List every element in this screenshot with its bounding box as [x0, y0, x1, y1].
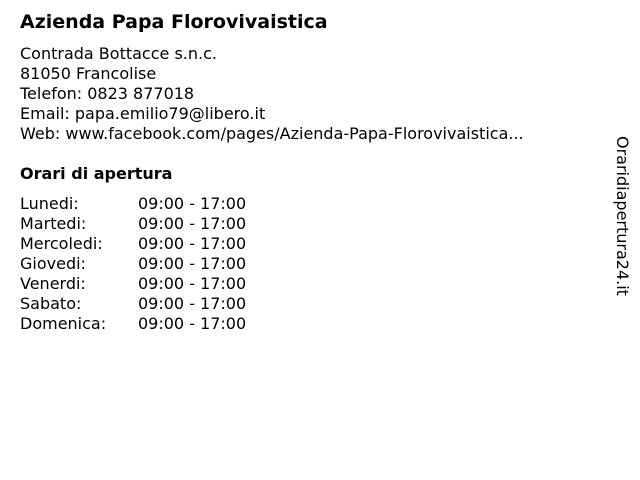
business-name: Azienda Papa Florovivaistica: [20, 11, 328, 33]
time-range: 09:00 - 17:00: [138, 194, 247, 213]
contact-info: [20, 44, 524, 144]
day-label: Lunedi:: [20, 194, 79, 213]
day-label: Giovedi:: [20, 254, 86, 273]
time-range: 09:00 - 17:00: [138, 274, 247, 293]
opening-hours-heading: Orari di apertura: [20, 164, 173, 183]
time-range: 09:00 - 17:00: [138, 234, 247, 253]
day-label: Venerdi:: [20, 274, 86, 293]
time-range: 09:00 - 17:00: [138, 314, 247, 333]
watermark-text: Oraridiapertura24.it: [613, 136, 632, 296]
time-range: 09:00 - 17:00: [138, 254, 247, 273]
phone-text: Telefon: 0823 877018: [20, 84, 195, 103]
time-range: 09:00 - 17:00: [138, 294, 247, 313]
day-label: Sabato:: [20, 294, 82, 313]
day-label: Mercoledi:: [20, 234, 103, 253]
day-label: Domenica:: [20, 314, 107, 333]
website-text: Web: www.facebook.com/pages/Azienda-Papa-Florovivaistica...: [20, 124, 524, 143]
day-label: Martedi:: [20, 214, 87, 233]
time-range: 09:00 - 17:00: [138, 214, 247, 233]
email-text: Email: papa.emilio79@libero.it: [20, 104, 266, 123]
address-street: Contrada Bottacce s.n.c.: [20, 44, 217, 63]
address-city: 81050 Francolise: [20, 64, 157, 83]
